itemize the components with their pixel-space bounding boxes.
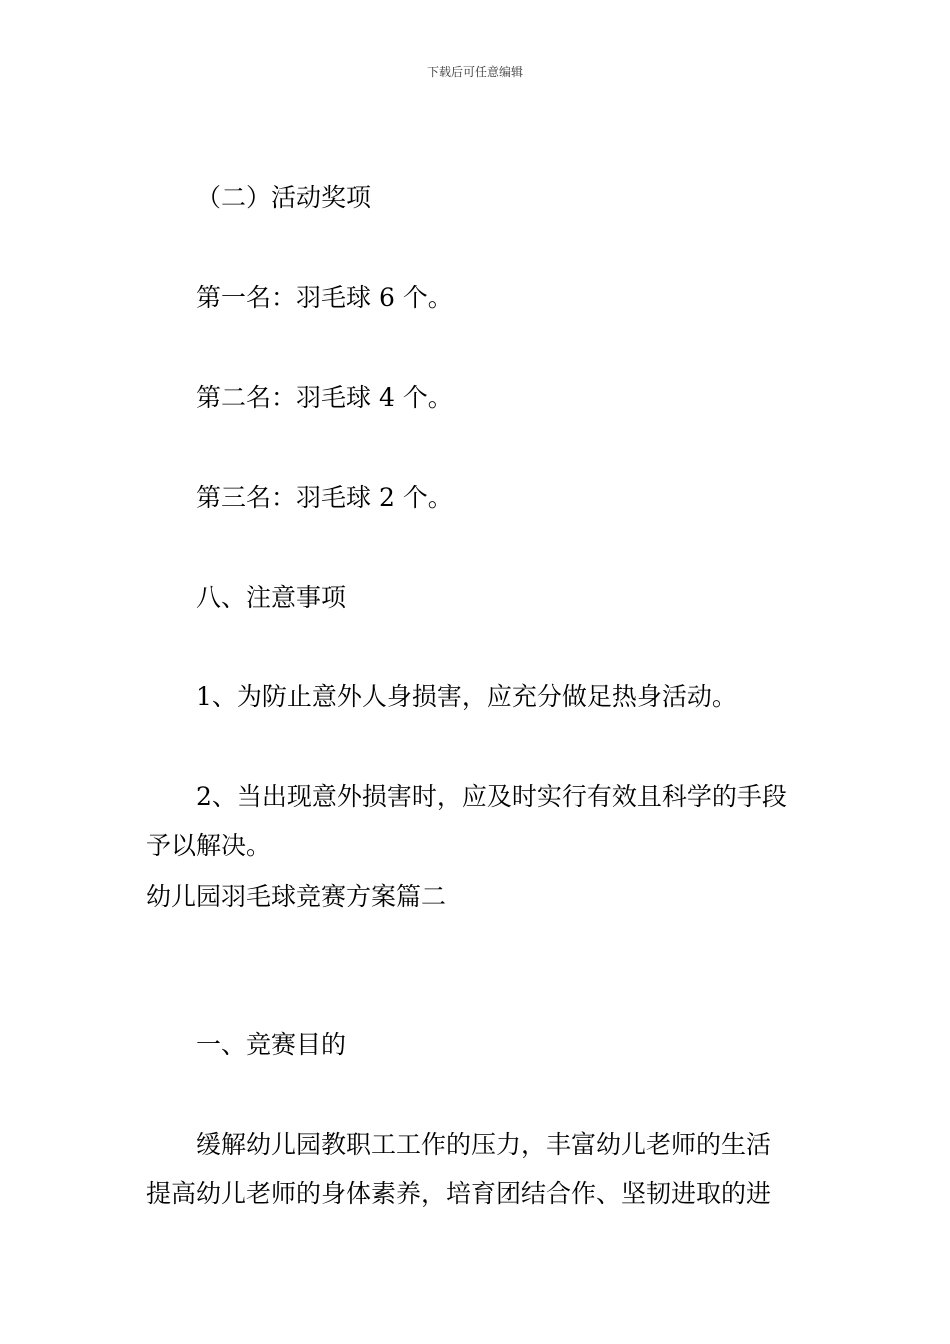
note-item-2-continued: 予以解决。: [146, 831, 272, 860]
purpose-paragraph-line-2: 提高幼儿老师的身体素养，培育团结合作、坚韧进取的进: [146, 1179, 772, 1208]
subsection-heading-awards: （二）活动奖项: [196, 183, 372, 212]
award-first-place: 第一名：羽毛球 6 个。: [196, 283, 453, 312]
section-heading-notes: 八、注意事项: [196, 583, 347, 612]
award-third-place: 第三名：羽毛球 2 个。: [196, 483, 453, 512]
document-title-part-two: 幼儿园羽毛球竞赛方案篇二: [146, 882, 447, 911]
section-heading-purpose: 一、竞赛目的: [196, 1030, 347, 1059]
page-header: 下载后可任意编辑: [426, 65, 523, 79]
note-item-2: 2、当出现意外损害时，应及时实行有效且科学的手段: [196, 782, 787, 811]
note-item-1: 1、为防止意外人身损害，应充分做足热身活动。: [196, 682, 737, 711]
purpose-paragraph-line-1: 缓解幼儿园教职工工作的压力，丰富幼儿老师的生活: [196, 1130, 772, 1159]
award-second-place: 第二名：羽毛球 4 个。: [196, 383, 453, 412]
